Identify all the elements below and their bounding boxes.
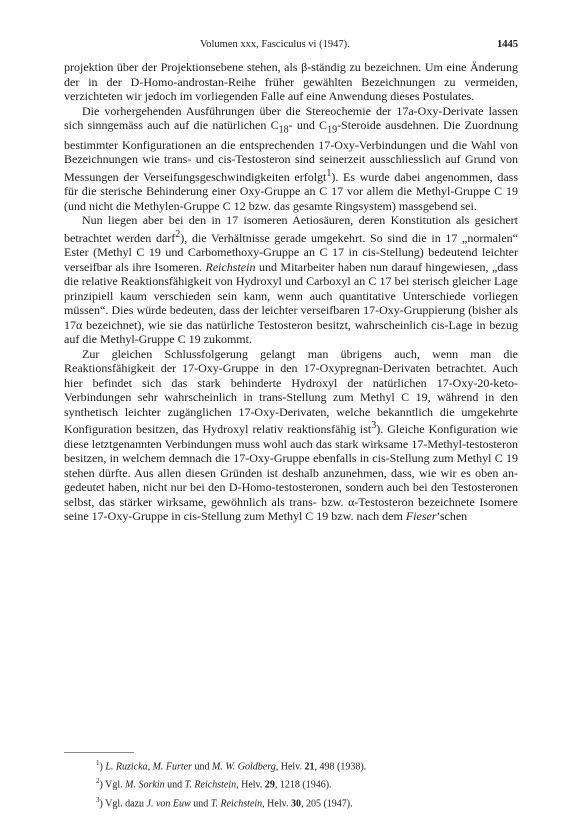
footnote: $^3$) Vgl. dazu J. von Euw und T. Reichstein, Helv. 30, 205 (1947). bbox=[96, 795, 353, 809]
paragraph: Nun liegen aber bei den in 17 isomeren Aetiosäuren, deren Konstitution als gesichert betrachtet werden darf$^2$), die Verhältnisse gerade umgekehrt. So sind die in 17 „normalen“ Ester (Methyl C 19 und Carbomethoxy-Gruppe an C 17 in cis-Stellung) bedeutend leichter verseifbar als ihre Isomeren. Reichstein und Mitarbeiter haben nun darauf hingewiesen, „dass die relative Reaktionsfähigkeit von Hydroxyl und Carboxyl an C 17 bei sterisch gleicher Lage prinzipiell kaum verschieden sein kann, wenn auch quantitative Unterschiede vorliegen müssen“. Dies würde bedeuten, dass der leichter verseifbaren 17-Oxy-Gruppierung (bisher als 17α bezeichnet), wie sie das natürliche Testosteron besitzt, wahrscheinlich cis-Lage in bezug auf die Methyl-Gruppe C 19 zukommt. bbox=[64, 213, 518, 347]
paragraph: Zur gleichen Schlussfolgerung gelangt man übrigens auch, wenn man die Reaktionsfähigkeit der 17-Oxy-Gruppe in den 17-Oxypregnan-Derivaten betrachtet. Auch hier befindet sich das stark behinderte Hydroxyl der natürlichen 17-Oxy-20-keto-Verbindungen sehr wahrscheinlich in trans-Stellung zum Methyl C 19, während in den synthetisch leichter zugänglichen 17-Oxy-Derivaten, welche bekanntlich die umgekehrte Konfiguration besitzen, das Hydroxyl relativ reaktionsfähig ist$^3$). Gleiche Konfiguration wie diese letztgenannten Verbindungen muss wohl auch das stark wirksame 17-Methyl-testosteron besitzen, in welchem demnach die 17-Oxy-Gruppe ebenfalls in cis-Stellung zum Methyl C 19 stehen dürfte. Aus allen diesen Gründen ist deshalb anzunehmen, dass, wie wir es oben angedeutet haben, nicht nur bei den D-Homo-testosteronen, sondern auch bei den Testosteronen selbst, das stärker wirksame, gewöhnlich als trans- bzw. α-Testosteron bezeichnete Isomere seine 17-Oxy-Gruppe in cis-Stellung zum Methyl C 19 bzw. nach dem Fieser’schen bbox=[64, 346, 518, 524]
footnote: $^2$) Vgl. M. Sorkin und T. Reichstein, Helv. 29, 1218 (1946). bbox=[96, 777, 332, 791]
journal-volume-line: Volumen xxx, Fasciculus vi (1947). bbox=[200, 39, 350, 50]
paragraph: Die vorhergehenden Ausführungen über die Stereochemie der 17a-Oxy-Derivate lassen sich sinngemäss auch auf die natürlichen $C_{18}-$ und $C_{19}$-Steroide ausdehnen. Die Zuordnung bestimmter Konfigurationen an die entsprechenden 17-Oxy-Verbindungen und die Wahl von Bezeichnungen wie trans- und cis-Testosteron sind seinerzeit ausschliesslich auf Grund von Messungen der Verseifungsgeschwindigkeiten erfolgt$^1$). Es wurde dabei angenommen, dass für die sterische Behinderung einer Oxy-Gruppe an C 17 vor allem die Methyl-Gruppe C 19 (und nicht die Methylen-Gruppe C 12 bzw. das gesamte Ringsystem) massgebend sei. bbox=[64, 103, 519, 213]
page-number: 1445 bbox=[497, 39, 518, 50]
footnote-rule bbox=[64, 752, 134, 753]
footnotes bbox=[96, 756, 518, 811]
running-header bbox=[200, 38, 518, 52]
body-text bbox=[64, 60, 518, 524]
footnote: $^1$) L. Ruzicka, M. Furter und M. W. Goldberg, Helv. 21, 498 (1938). bbox=[96, 759, 367, 773]
paragraph: projektion über der Projektionsebene stehen, als β-ständig zu bezeichnen. Um eine Änderung der in der D-Homo-androstan-Reihe früher gewählten Bezeichnungen zu vermeiden, verzichteten wir jedoch im vorliegenden Falle auf eine Anwendung dieses Postulates. bbox=[64, 60, 518, 103]
